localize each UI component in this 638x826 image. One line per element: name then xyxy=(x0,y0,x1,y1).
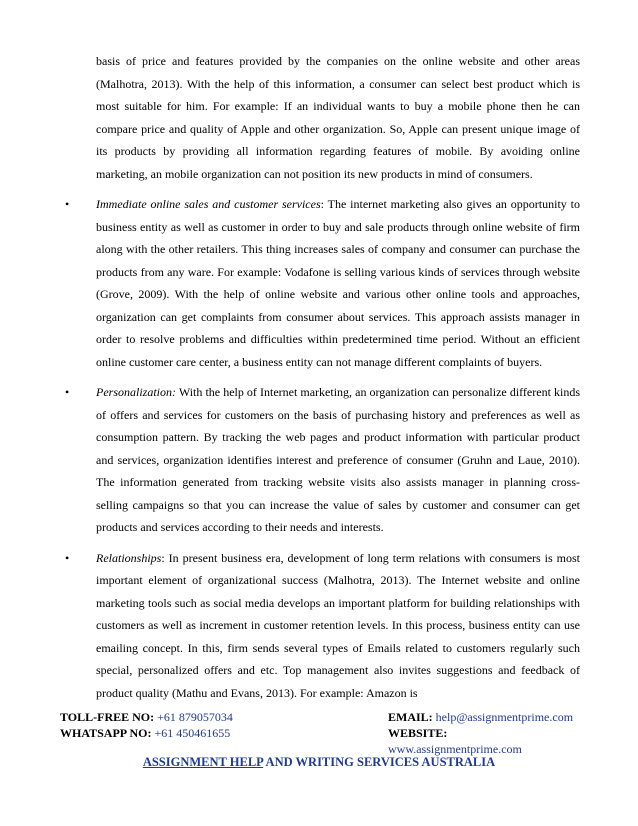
email-contact xyxy=(388,709,580,725)
tollfree-number[interactable]: +61 879057034 xyxy=(154,710,233,724)
bullet-icon: • xyxy=(65,197,70,211)
list-item xyxy=(60,193,580,373)
footer-row xyxy=(60,725,580,757)
bullet-term: Personalization: xyxy=(96,385,176,399)
bullet-text: : The internet marketing also gives an opportunity to business entity as well as customer in order to buy and sale products through online website of firm along with the other retailers. This thing increases sales of company and consumer can purchase the products from any ware. For example: Vodafone is selling various kinds of services through website (Grove, 2009). With the help of online website and various other online tools and approaches, organization can get complaints from consumer about services. This approach assists manager in order to resolve problems and difficulties within predetermined time period. Without an efficient online customer care center, a business entity can not manage different complaints of buyers. xyxy=(96,197,580,369)
services-banner xyxy=(0,755,638,770)
tollfree-contact xyxy=(60,709,233,725)
bullet-term: Relationships xyxy=(96,550,162,565)
bullet-icon: • xyxy=(65,550,70,565)
banner-text: AND WRITING SERVICES AUSTRALIA xyxy=(263,755,496,769)
contact-footer xyxy=(60,709,580,757)
whatsapp-label: WHATSAPP NO: xyxy=(60,726,152,740)
website-contact xyxy=(388,725,580,757)
bullet-text: With the help of Internet marketing, an organization can personalize different kinds of offers and services for customers on the basis of purchasing history and preferences as well as consumption pattern. By tracking the web pages and product information with particular product and services, organization identifies interest and preference of consumer (Gruhn and Laue, 2010). The information generated from tracking website visits also assists manager in planning cross-selling campaigns so that you can increase the value of sales by customer and consumer can get products and services according to their needs and interests. xyxy=(96,385,580,534)
footer-row xyxy=(60,709,580,725)
email-link[interactable]: help@assignmentprime.com xyxy=(432,710,574,724)
tollfree-label: TOLL-FREE NO: xyxy=(60,710,155,724)
whatsapp-number[interactable]: +61 450461655 xyxy=(151,726,231,740)
assignment-help-link[interactable]: ASSIGNMENT HELP xyxy=(142,755,264,769)
website-link[interactable]: www.assignmentprime.com xyxy=(388,742,522,756)
list-item xyxy=(60,381,580,539)
bullet-term: Immediate online sales and customer services xyxy=(96,197,321,211)
bullet-text: : In present business era, development of long term relations with consumers is most important element of organizational success (Malhotra, 2013). The Internet website and online marketing tools such as social media develops an important platform for building relationships with customers as well as increment in customer retention levels. In this process, business entity can use emailing concept. In this, firm sends several types of Emails related to customers regularly such special, personalized offers and etc. Top management also invites suggestions and feedback of product quality (Mathu and Evans, 2013). For example: Amazon is xyxy=(96,550,580,700)
bullet-icon: • xyxy=(65,385,70,399)
email-label: EMAIL: xyxy=(388,710,433,724)
document-body xyxy=(60,50,580,704)
list-item xyxy=(60,547,580,705)
bullet-list xyxy=(60,193,580,704)
continued-paragraph: basis of price and features provided by the companies on the online website and other areas (Malhotra, 2013). With the help of this information, a consumer can select best product which is most suitable for him. For example: If an individual wants to buy a mobile phone then he can compare price and quality of Apple and other organization. So, Apple can present unique image of its products by providing all information regarding features of mobile. By avoiding online marketing, an mobile organization can not position its new products in mind of consumers. xyxy=(96,54,580,181)
website-label: WEBSITE: xyxy=(388,726,448,740)
whatsapp-contact xyxy=(60,725,230,757)
